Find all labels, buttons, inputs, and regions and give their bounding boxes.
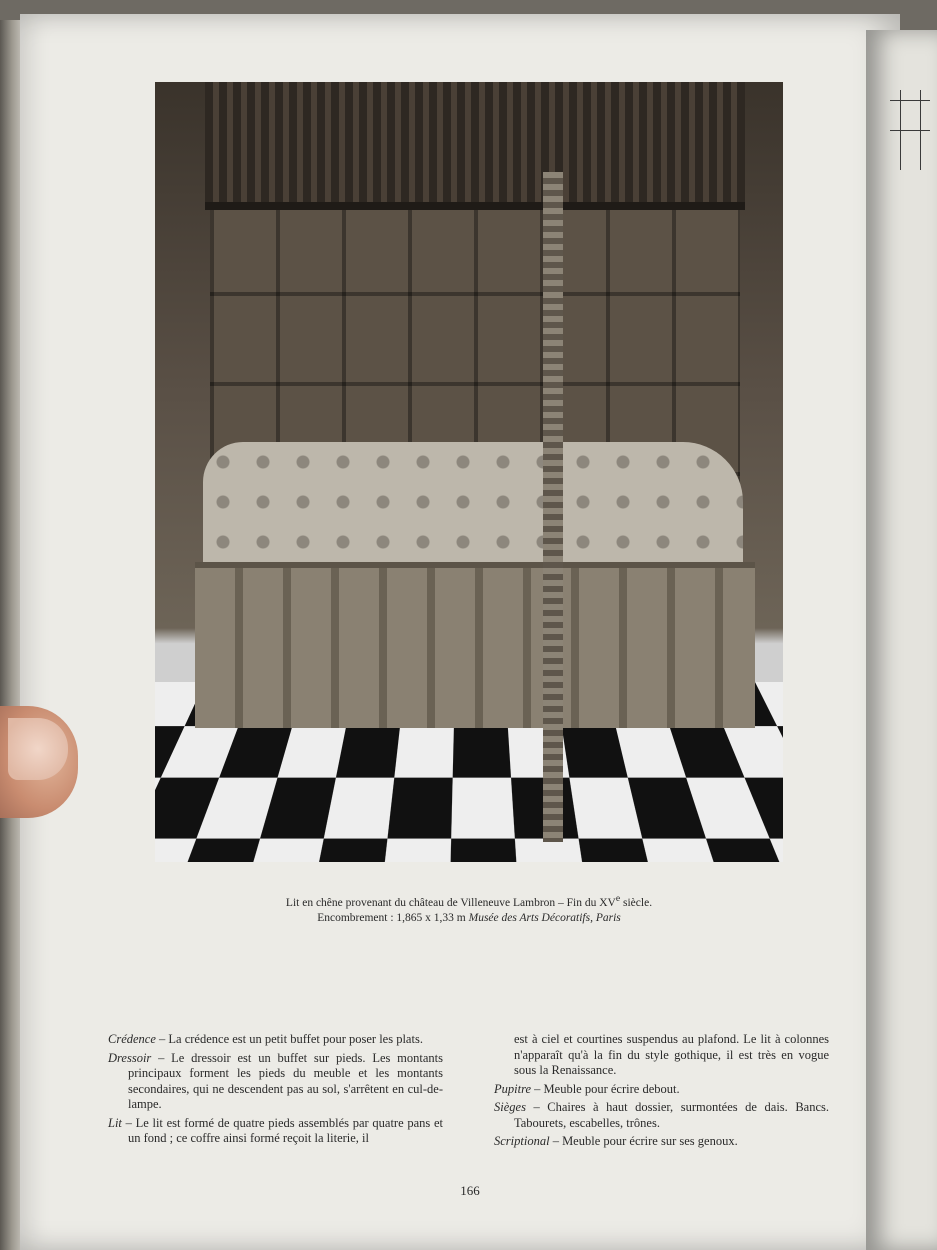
bed-canopy (205, 82, 745, 210)
entry-lit-continuation: est à ciel et courtines suspendus au plafond. Le lit à colonnes n'apparaît qu'à la fin du style gothique, il est très en vogue sous la Renaissance. (514, 1032, 829, 1077)
bed-base-linenfold (195, 562, 755, 728)
facing-page-edge (866, 30, 937, 1250)
entry-scriptional: Scriptional – Meuble pour écrire sur ses genoux. (494, 1134, 738, 1148)
caption-line-1: Lit en chêne provenant du château de Villeneuve Lambron – Fin du XVe siècle. (285, 893, 653, 909)
reader-thumbnail-tip (8, 718, 68, 780)
entry-lit: Lit – Le lit est formé de quatre pieds assemblés par quatre pans et un fond ; ce coffre ainsi formé reçoit la literie, il (108, 1115, 443, 1145)
photo-caption (155, 891, 783, 926)
right-text-column (494, 1032, 829, 1153)
left-text-column (108, 1032, 443, 1150)
caption-line-2: Encombrement : 1,865 x 1,33 m Musée des Arts Décoratifs, Paris (317, 911, 621, 924)
technical-drawing-fragment (890, 70, 936, 190)
entry-sieges: Sièges – Chaires à haut dossier, surmontées de dais. Bancs. Tabourets, escabelles, trônes. (494, 1100, 829, 1130)
gothic-bed-photograph (155, 82, 783, 862)
entry-pupitre: Pupitre – Meuble pour écrire debout. (494, 1081, 680, 1096)
page-number: 166 (460, 1183, 480, 1198)
entry-credence: Crédence – La crédence est un petit buffet pour poser les plats. (108, 1032, 423, 1046)
entry-dressoir: Dressoir – Le dressoir est un buffet sur pieds. Les montants principaux forment les pieds du meuble et les montants secondaires, qui ne descendent pas au sol, s'arrêtent en cul-de-lampe. (108, 1050, 443, 1111)
bed-post (543, 172, 563, 842)
